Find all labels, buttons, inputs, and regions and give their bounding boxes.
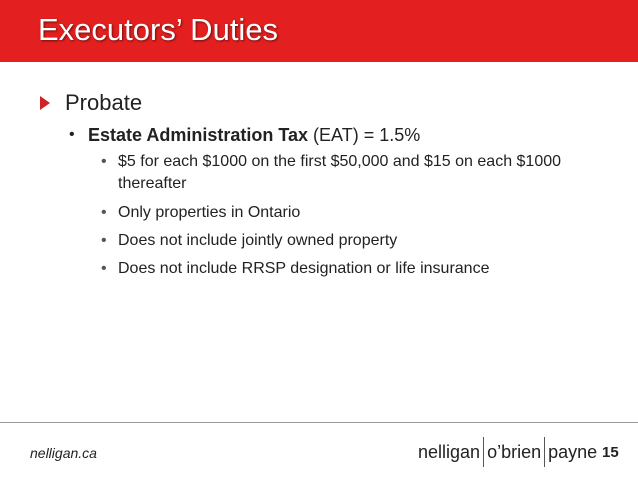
bullet-level2-rest: (EAT) = 1.5% xyxy=(313,124,421,145)
bullet-level3-item xyxy=(101,202,578,224)
bullet-dot-icon: • xyxy=(101,232,107,249)
bullet-level1-text: Probate xyxy=(65,90,143,115)
bullet-dot-icon: • xyxy=(69,126,75,143)
logo-separator xyxy=(483,437,484,467)
bullet-level3-text: Only properties in Ontario xyxy=(118,204,301,221)
logo-separator xyxy=(544,437,545,467)
bullet-level3-text: $5 for each $1000 on the first $50,000 and $15 on each $1000 thereafter xyxy=(118,153,562,192)
title-bar xyxy=(0,0,638,62)
slide-title: Executors’ Duties xyxy=(38,12,279,47)
bullet-level3-text: Does not include jointly owned property xyxy=(118,232,398,249)
logo-part-obrien: o’brien xyxy=(487,441,542,462)
logo-part-payne: payne xyxy=(548,441,598,462)
bullet-dot-icon: • xyxy=(101,204,107,221)
triangle-bullet-icon xyxy=(40,96,50,110)
bullet-level3-text: Does not include RRSP designation or life insurance xyxy=(118,260,490,277)
bullet-level3-item xyxy=(101,230,578,252)
footer-url: nelligan.ca xyxy=(30,445,97,461)
bullet-level1 xyxy=(40,89,142,117)
bullet-dot-icon: • xyxy=(101,153,107,170)
page-number: 15 xyxy=(602,444,619,461)
bullet-level2-bold: Estate Administration Tax xyxy=(88,124,309,145)
logo-part-nelligan: nelligan xyxy=(418,441,481,462)
footer-divider xyxy=(0,422,638,423)
firm-logo xyxy=(418,437,597,467)
bullet-level2 xyxy=(69,122,420,148)
bullet-dot-icon: • xyxy=(101,260,107,277)
bullet-level3-item xyxy=(101,258,578,280)
bullet-level3-item xyxy=(101,151,578,195)
